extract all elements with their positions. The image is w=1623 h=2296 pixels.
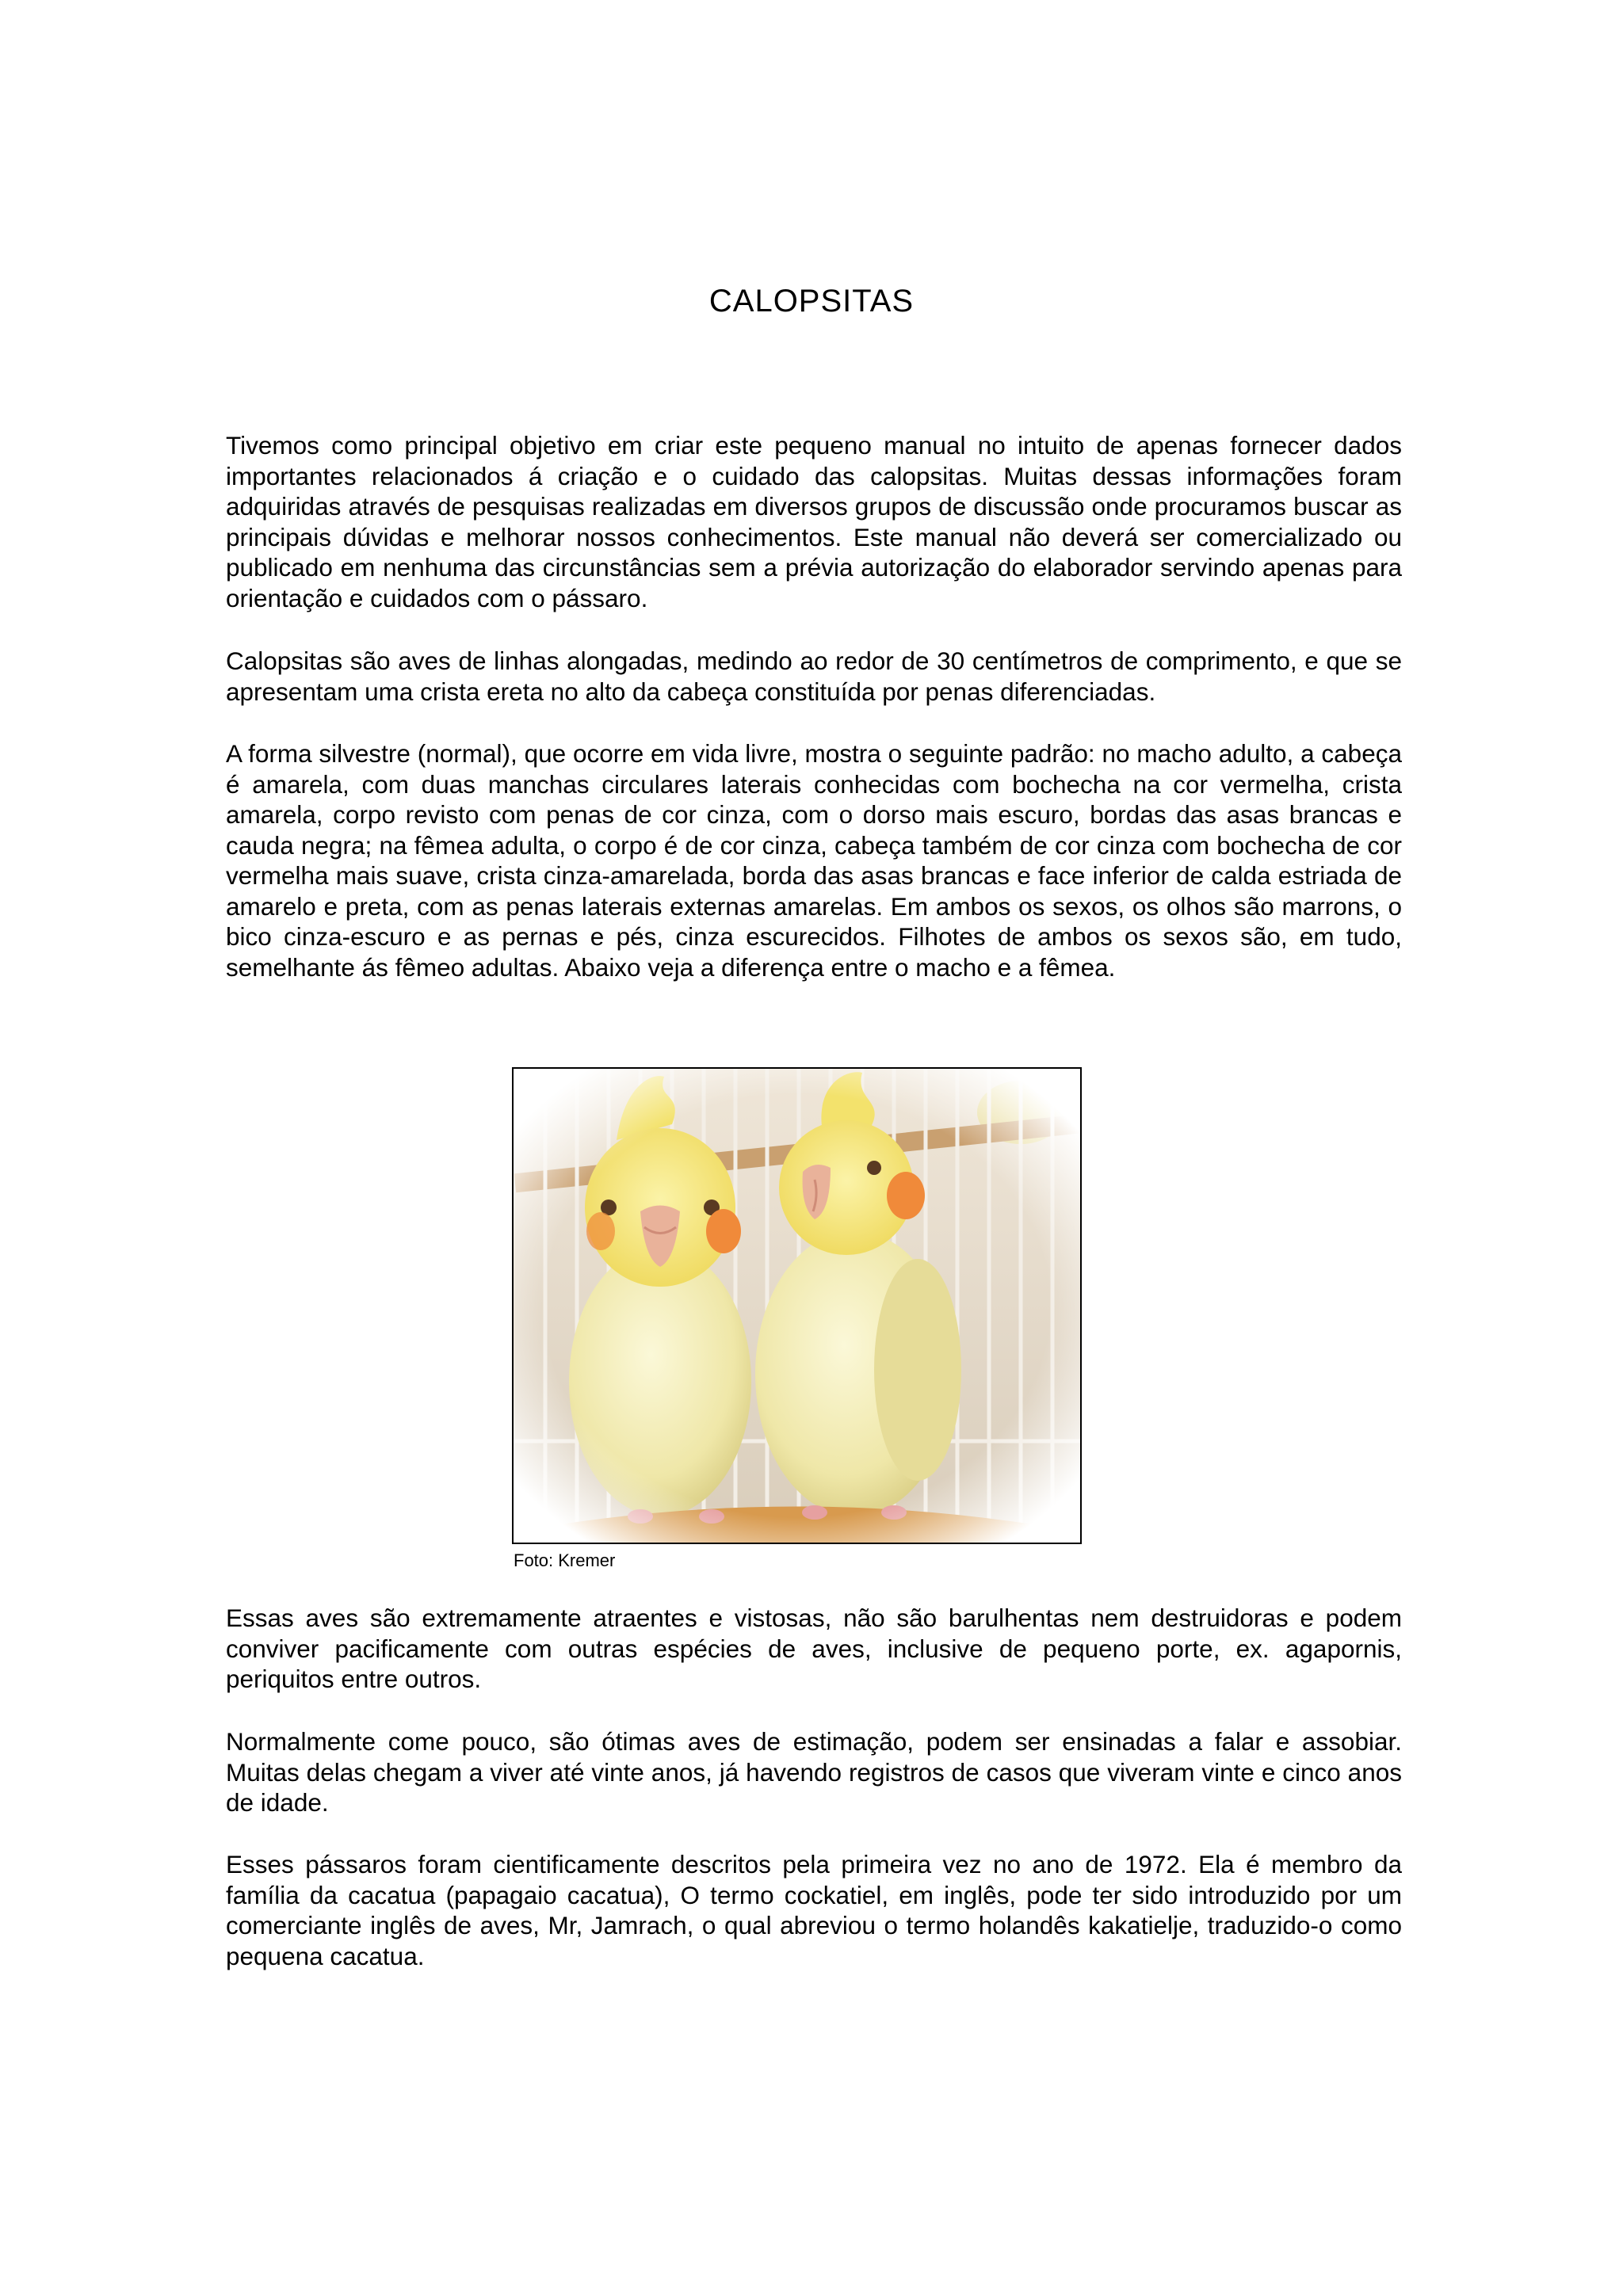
intro-paragraph: Tivemos como principal objetivo em criar este pequeno manual no intuito de apenas fornecer dados importantes relacionados á criação e o cuidado das calopsitas. Muitas dessas informações foram adquiridas através de pesquisas realizadas em diversos grupos de discussão onde procuramos buscar as principais dúvidas e melhorar nossos conhecimentos. Este manual não deverá ser comercializado ou publicado em nenhuma das circunstâncias sem a prévia autorização do elaborador servindo apenas para orientação e cuidados com o pássaro.: [226, 431, 1402, 612]
history-paragraph: Esses pássaros foram cientificamente descritos pela primeira vez no ano de 1972. Ela é membro da família da cacatua (papagaio cacatua), O termo cockatiel, em inglês, pode ter sido introduzido por um comerciante inglês de aves, Mr, Jamrach, o qual abreviou o termo holandês kakatielje, traduzido-o como pequena cacatua.: [226, 1850, 1402, 1970]
wild-form-paragraph: A forma silvestre (normal), que ocorre em vida livre, mostra o seguinte padrão: no macho adulto, a cabeça é amarela, com duas manchas circulares laterais conhecidas com bochecha na cor vermelha, crista amarela, corpo revisto com penas de cor cinza, com o dorso mais escuro, bordas das asas brancas e cauda negra; na fêmea adulta, o corpo é de cor cinza, cabeça também de cor cinza com bochecha de cor vermelha mais suave, crista cinza-amarelada, borda das asas brancas e face inferior de calda estriada de amarelo e preta, com as penas laterais externas amarelas. Em ambos os sexos, os olhos são marrons, o bico cinza-escuro e as pernas e pés, cinza escurecidos. Filhotes de ambos os sexos são, em tudo, semelhante ás fêmeo adultas. Abaixo veja a diferença entre o macho e a fêmea.: [226, 739, 1402, 982]
page-title: CALOPSITAS: [708, 284, 915, 318]
description-paragraph: Calopsitas são aves de linhas alongadas, medindo ao redor de 30 centímetros de comprimento, e que se apresentam uma crista ereta no alto da cabeça constituída por penas diferenciadas.: [226, 646, 1402, 706]
care-paragraph: Normalmente come pouco, são ótimas aves de estimação, podem ser ensinadas a falar e assobiar. Muitas delas chegam a viver até vinte anos, já havendo registros de casos que viveram vinte e cinco anos de idade.: [226, 1727, 1402, 1817]
cockatiel-photo: [512, 1067, 1082, 1544]
photo-caption: Foto: Kremer: [514, 1550, 616, 1570]
temperament-paragraph: Essas aves são extremamente atraentes e vistosas, não são barulhentas nem destruidoras e podem conviver pacificamente com outras espécies de aves, inclusive de pequeno porte, ex. agapornis, periquitos entre outros.: [226, 1604, 1402, 1693]
